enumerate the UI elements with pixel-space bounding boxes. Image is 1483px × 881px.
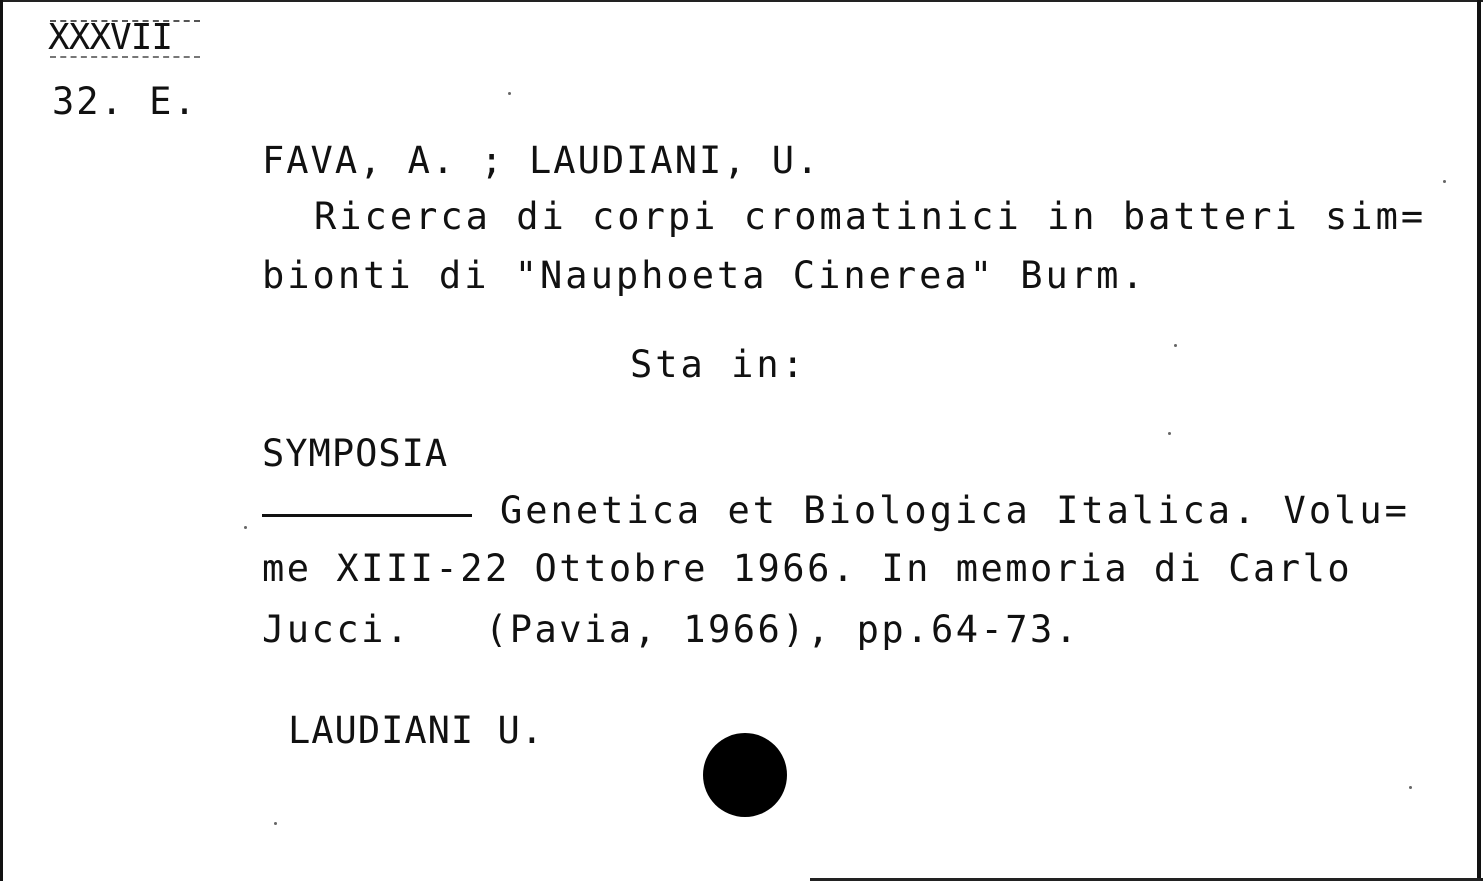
card-left-edge: [0, 0, 3, 881]
shelf-mark-location: 32. E.: [52, 80, 198, 123]
punch-hole: [703, 733, 787, 817]
title-line-2: bionti di "Nauphoeta Cinerea" Burm.: [262, 254, 1147, 297]
publication-line-3: Jucci. (Pavia, 1966), pp.64-73.: [262, 608, 1080, 651]
in-label: Sta in:: [630, 343, 807, 386]
series-title: SYMPOSIA: [262, 432, 449, 475]
speck: [1174, 344, 1177, 347]
title-line-1: Ricerca di corpi cromatinici in batteri sim=: [314, 195, 1427, 238]
speck: [1443, 180, 1446, 183]
series-repeat-dash: [262, 514, 472, 517]
card-right-edge: [1477, 0, 1481, 881]
author-heading: FAVA, A. ; LAUDIANI, U.: [262, 139, 821, 182]
speck: [508, 92, 511, 95]
card-top-edge: [0, 0, 1483, 2]
speck: [1409, 786, 1412, 789]
speck: [244, 526, 247, 529]
speck: [1168, 432, 1171, 435]
added-entry: LAUDIANI U.: [288, 709, 545, 752]
publication-line-2: me XIII-22 Ottobre 1966. In memoria di Carlo: [262, 547, 1353, 590]
shelf-mark-volume: XXXVII: [48, 17, 173, 58]
speck: [274, 822, 277, 825]
publication-line-1: Genetica et Biologica Italica. Volu=: [500, 489, 1410, 532]
